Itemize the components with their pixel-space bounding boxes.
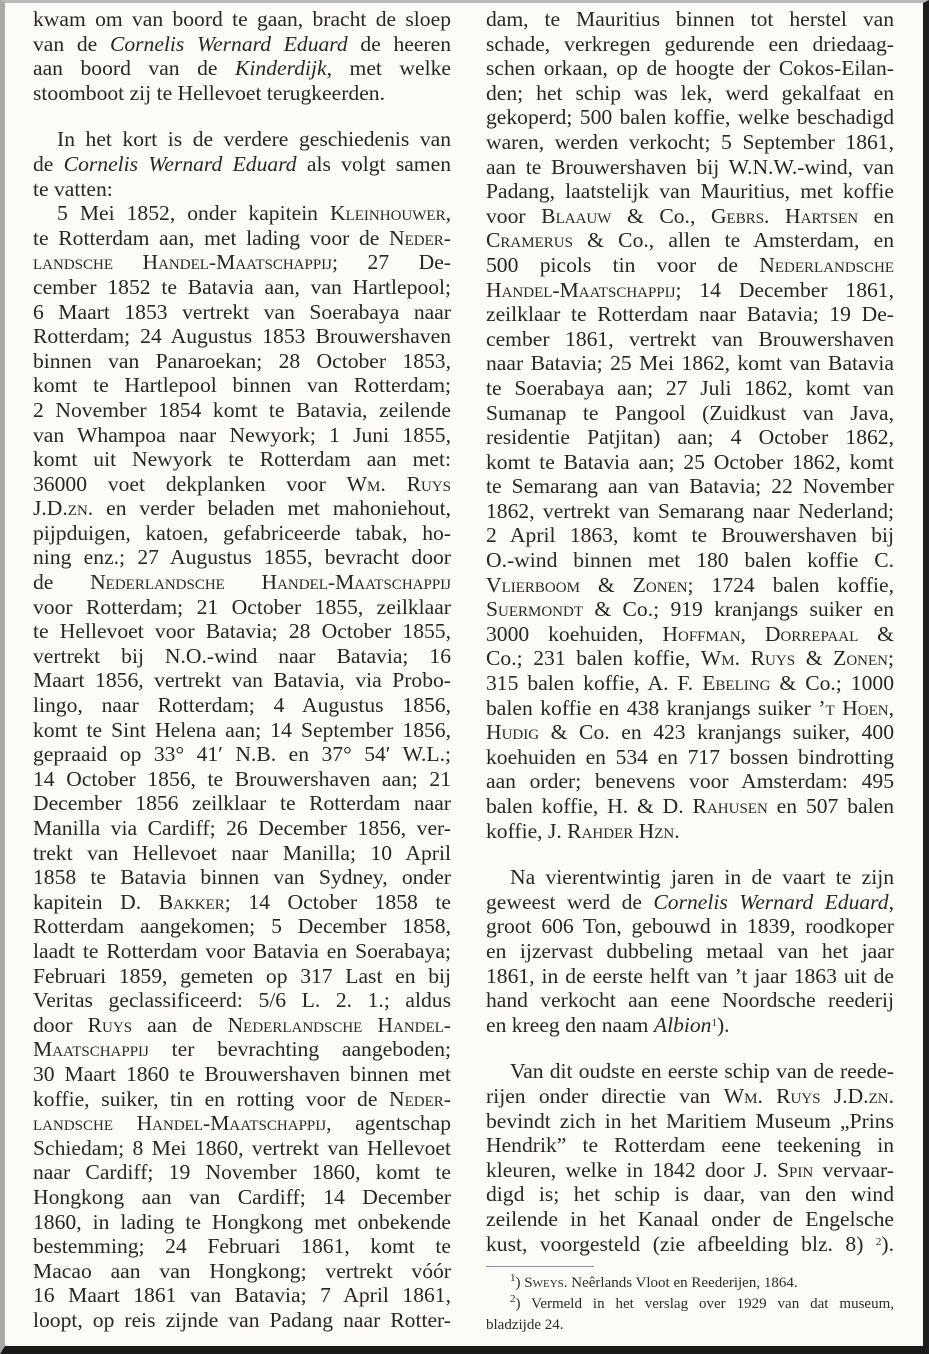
- text-line: [486, 646, 894, 671]
- text-run: ter bevrachting aangeboden;: [148, 1037, 451, 1062]
- text-run: aan de: [132, 1012, 228, 1037]
- text-run: ): [515, 1275, 525, 1292]
- company-name: Gebrs. Hartsen: [710, 203, 859, 228]
- text-line: [33, 570, 451, 595]
- text-line: Macao aan van Hongkong; vertrekt vóór: [33, 1258, 451, 1283]
- text-run: voor: [486, 203, 542, 228]
- company-name: Rahder Hzn.: [567, 818, 680, 843]
- text-line: Sumanap te Pangool (Zuidkust van Java,: [486, 400, 894, 425]
- text-run: aan boord van de: [33, 56, 236, 81]
- text-line: [486, 597, 894, 622]
- text-run: 5 Mei 1852, onder kapitein: [57, 201, 331, 226]
- text-line: [486, 1232, 894, 1257]
- text-line: [33, 32, 451, 57]
- text-run: ).: [716, 1012, 730, 1037]
- text-run: koffie, J.: [486, 818, 568, 843]
- text-run: ; 14 October 1858 te: [224, 889, 451, 914]
- company-name: Neder-: [389, 225, 451, 250]
- text-line: [33, 152, 451, 177]
- text-line: Rotterdam aangekomen; 5 December 1858,: [33, 914, 451, 939]
- text-run: als volgt samen: [296, 151, 451, 176]
- text-run: ,: [445, 201, 451, 226]
- footnote-marker: 2: [510, 1293, 516, 1306]
- text-line: Februari 1859, gemeten op 317 Last en bij: [33, 963, 451, 988]
- company-name: Nederlandsche Handel-Maatschappij: [90, 570, 451, 595]
- text-line: [33, 201, 451, 226]
- company-name: Wm. Ruys J.D.zn.: [723, 1083, 895, 1108]
- company-name: Ebeling: [702, 671, 771, 696]
- company-name: Blaauw: [541, 203, 612, 228]
- text-line: [33, 472, 451, 497]
- text-line: loopt, op reis zijnde van Padang naar Rotter-: [33, 1307, 451, 1332]
- text-line: [33, 56, 451, 81]
- text-line: den; het schip was lek, werd gekalfaat en: [486, 80, 894, 105]
- ship-name: Kinderdijk: [235, 56, 327, 81]
- ship-name: Albion: [653, 1012, 712, 1037]
- text-line: groot 606 Ton, gebouwd in 1839, roodkoper: [486, 914, 894, 939]
- company-name: Vlierboom & Zonen: [486, 572, 688, 597]
- text-line: [33, 496, 451, 521]
- text-run: ).: [881, 1231, 894, 1256]
- company-name: Handel-Maatschappij: [486, 277, 676, 302]
- company-name: Neder-: [389, 1086, 451, 1111]
- text-run: geweest werd de: [486, 889, 654, 914]
- text-run: ,: [888, 695, 894, 720]
- text-run: en kreeg den naam: [486, 1012, 654, 1037]
- text-run: & Co. en 423 kranjangs suiker, 400: [539, 720, 894, 745]
- text-line: te Semarang aan van Batavia; 22 November: [486, 474, 894, 499]
- text-line: 16 Maart 1861 van Batavia; 7 April 1861,: [33, 1283, 451, 1308]
- text-line: Van dit oudste en eerste schip van de reede-: [510, 1059, 894, 1084]
- company-name: Hudig: [486, 720, 540, 745]
- text-line: 1858 te Batavia binnen van Sydney, onder: [33, 865, 451, 890]
- text-line: [486, 573, 894, 598]
- text-line: koehuiden en 534 en 717 bossen bindrotting: [486, 744, 894, 769]
- text-run: Co.; 231 balen koffie,: [486, 646, 701, 671]
- company-name: landsche Handel-Maatschappij: [33, 1111, 327, 1136]
- text-run: koffie, suiker, tin en rotting voor de: [33, 1086, 390, 1111]
- text-line: van Whampoa naar Newyork; 1 Juni 1855,: [33, 422, 451, 447]
- text-line: en ijzervast dubbeling metaal van het jaar: [486, 938, 894, 963]
- text-run: en verder beladen met mahoniehout,: [93, 496, 451, 521]
- text-run: de heeren: [347, 31, 452, 56]
- text-line: [486, 204, 894, 229]
- footnote-2-continued: bladzijde 24.: [486, 1317, 564, 1334]
- text-line: [33, 250, 451, 275]
- text-run: de: [33, 570, 91, 595]
- text-line: [33, 1037, 451, 1062]
- text-line: 6 Maart 1853 vertrekt van Soerabaya naar: [33, 299, 451, 324]
- text-run: vervaar-: [813, 1157, 894, 1182]
- text-line: 30 Maart 1860 te Brouwershaven binnen met: [33, 1061, 451, 1086]
- text-line: voor Rotterdam; 21 October 1855, zeilklaar: [33, 594, 451, 619]
- text-run: ; 1724 balen koffie,: [687, 572, 895, 597]
- text-line: naar Batavia; 25 Mei 1862, komt van Batavia: [486, 351, 894, 376]
- ship-name: Cornelis Wernard Eduard: [653, 889, 889, 914]
- person-name: Kleinhouwer: [330, 201, 446, 226]
- footnote-1: [486, 1273, 894, 1294]
- text-line: binnen van Panaroekan; 28 October 1853,: [33, 348, 451, 373]
- text-line: Hendrik” te Rotterdam eene teekening in: [486, 1133, 894, 1158]
- text-line: O.-wind binnen met 180 balen koffie C.: [486, 548, 894, 573]
- text-line: Schiedam; 8 Mei 1860, vertrekt van Hellevoet: [33, 1135, 451, 1160]
- text-line: schade, verkregen gedurende een driedaag-: [486, 31, 894, 56]
- text-line: te Soerabaya aan; 27 Juli 1862, komt van: [486, 375, 894, 400]
- text-run: & Co., allen te Amsterdam, en: [572, 228, 894, 253]
- text-line: aan te Brouwershaven bij W.N.W.-wind, van: [486, 154, 894, 179]
- company-name: Hoffman, Dorrepaal: [662, 621, 859, 646]
- text-line: 2 April 1863, komt te Brouwershaven bij: [486, 523, 894, 548]
- company-name: Wm. Ruys: [346, 471, 451, 496]
- company-name: ’t Hoen: [818, 695, 889, 720]
- text-line: residentie Patjitan) aan; 4 October 1862,: [486, 425, 894, 450]
- text-line: December 1856 zeilklaar te Rotterdam naar: [33, 791, 451, 816]
- person-name: Spin: [777, 1157, 814, 1182]
- text-line: naar Cardiff; 19 November 1860, komt te: [33, 1160, 451, 1185]
- text-line: Na vierentwintig jaren in de vaart te zijn: [510, 865, 894, 890]
- paragraph-gap: [486, 1037, 894, 1059]
- text-run: ) Vermeld in het verslag over 1929 van dat museum,: [515, 1296, 894, 1313]
- paragraph-gap: [486, 843, 894, 865]
- company-name: Rahusen: [692, 794, 768, 818]
- text-line: pijpduigen, katoen, gefabriceerde tabak, ho-: [33, 520, 451, 545]
- text-run: en: [858, 203, 895, 228]
- text-run: balen koffie, H. & D.: [486, 794, 693, 818]
- text-line: gepraaid op 33° 41′ N.B. en 37° 54′ W.L.;: [33, 742, 451, 767]
- text-line: [486, 228, 894, 253]
- text-run: , met welke: [326, 56, 451, 81]
- paragraph-gap: [33, 105, 451, 127]
- text-line: waren, werden verkocht; 5 September 1861,: [486, 129, 894, 154]
- text-line: [33, 1013, 451, 1038]
- text-line: In het kort is de verdere geschiedenis van: [57, 127, 451, 152]
- text-line: zeilende in het Kanaal onder de Engelsche: [486, 1206, 894, 1231]
- text-line: kwam om van boord te gaan, bracht de sloep: [33, 7, 451, 31]
- text-line: trekt van Hellevoet naar Manilla; 10 April: [33, 840, 451, 865]
- text-line: [486, 890, 894, 915]
- text-run: kust, voorgesteld (zie afbeelding blz. 8): [486, 1231, 876, 1256]
- text-run: kapitein D.: [33, 889, 159, 914]
- footnote-2: [486, 1294, 894, 1315]
- text-line: bestemming; 24 Februari 1861, komt te: [33, 1234, 451, 1259]
- text-line: 14 October 1856, te Brouwershaven aan; 21: [33, 766, 451, 791]
- ship-name: Cornelis Wernard Eduard: [63, 151, 297, 176]
- text-line: te Hellevoet voor Batavia; 28 October 1855,: [33, 619, 451, 644]
- text-run: , agentschap: [326, 1111, 451, 1136]
- text-line: [33, 226, 451, 251]
- company-name: Nederlandsche: [759, 252, 894, 277]
- text-line: vertrekt bij N.O.-wind naar Batavia; 16: [33, 643, 451, 668]
- text-line: 2 November 1854 komt te Batavia, zeilende: [33, 397, 451, 422]
- text-line: [486, 794, 894, 819]
- company-name: landsche Handel-Maatschappij: [33, 250, 333, 275]
- company-name: Wm. Ruys & Zonen: [700, 646, 888, 671]
- text-line: komt te Hartlepool binnen van Rotterdam;: [33, 373, 451, 398]
- text-line: ning enz.; 27 Augustus 1855, bevracht door: [33, 545, 451, 570]
- footnote-divider: [486, 1266, 594, 1267]
- person-name: Bakker: [158, 889, 225, 914]
- text-line: [486, 278, 894, 303]
- text-line: te vatten:: [33, 176, 113, 201]
- text-line: gekoperd; 500 balen koffie, welke beschadigd: [486, 105, 894, 130]
- text-line: [486, 671, 894, 696]
- text-run: ,: [888, 889, 894, 914]
- text-run: balen koffie en 438 kranjangs suiker: [486, 695, 819, 720]
- text-line: dam, te Mauritius binnen tot herstel van: [486, 7, 894, 31]
- text-run: ; 14 December 1861,: [675, 277, 894, 302]
- text-run: 3000 koehuiden,: [486, 621, 663, 646]
- text-run: door: [33, 1012, 88, 1037]
- company-name: Nederlandsche Handel-: [227, 1012, 451, 1037]
- company-name: Cramerus: [486, 228, 573, 253]
- text-line: cember 1861, vertrekt van Brouwershaven: [486, 326, 894, 351]
- text-line: [486, 622, 894, 647]
- text-run: ; 27 De-: [332, 250, 451, 275]
- text-run: & Co.,: [611, 203, 711, 228]
- text-line: aan order; benevens voor Amsterdam: 495: [486, 769, 894, 794]
- text-line: [33, 1087, 451, 1112]
- right-column: [486, 7, 894, 1336]
- text-run: &: [858, 621, 894, 646]
- text-line: cember 1852 te Batavia aan, van Hartlepool;: [33, 274, 451, 299]
- text-run: ;: [888, 646, 894, 671]
- text-run: 36000 voet dekplanken voor: [33, 471, 347, 496]
- text-line: [486, 253, 894, 278]
- text-line: digd is; het schip is daar, van den wind: [486, 1182, 894, 1207]
- text-line: Veritas geclassificeerd: 5/6 L. 2. 1.; aldus: [33, 988, 451, 1013]
- text-line: [486, 1084, 894, 1109]
- text-line: schen orkaan, op de hoogte der Cokos-Eilan-: [486, 56, 894, 81]
- text-run: 500 picols tin voor de: [486, 252, 760, 277]
- text-run: en 507 balen: [767, 794, 894, 818]
- text-run: & Co.; 1000: [770, 671, 894, 696]
- text-line: 1862, vertrekt van Semarang naar Nederland;: [486, 498, 894, 523]
- text-line: [486, 720, 894, 745]
- text-line: Maart 1856, vertrekt van Batavia, via Probo-: [33, 668, 451, 693]
- text-run: . Neêrlands Vloot en Reederijen, 1864.: [563, 1275, 798, 1292]
- text-run: te Rotterdam aan, met lading voor de: [33, 225, 390, 250]
- text-line: [33, 1111, 451, 1136]
- text-line: [486, 696, 894, 721]
- text-line: [486, 819, 894, 844]
- text-run: van de: [33, 31, 110, 56]
- text-line: 1860, in lading te Hongkong met onbekende: [33, 1209, 451, 1234]
- text-line: komt te Batavia aan; 25 October 1862, komt: [486, 449, 894, 474]
- text-line: Rotterdam; 24 Augustus 1853 Brouwershaven: [33, 324, 451, 349]
- text-run: de: [33, 151, 64, 176]
- text-run: & Co.; 919 kranjangs suiker en: [583, 597, 894, 622]
- text-line: [486, 1013, 894, 1038]
- text-line: komt uit Newyork te Rotterdam aan met:: [33, 447, 451, 472]
- text-line: laadt te Rotterdam voor Batavia en Soerabaya;: [33, 938, 451, 963]
- left-column: [33, 7, 451, 1332]
- text-run: 315 balen koffie, A. F.: [486, 671, 703, 696]
- footnote-ref[interactable]: 2: [875, 1235, 882, 1248]
- text-line: zeilklaar te Rotterdam naar Batavia; 19 De-: [486, 302, 894, 327]
- text-line: hand verkocht aan eene Noordsche reederij: [486, 988, 894, 1013]
- ship-name: Cornelis Wernard Eduard: [109, 31, 348, 56]
- text-run: kleuren, welke in 1842 door J.: [486, 1157, 777, 1182]
- person-name: Ruys: [87, 1012, 133, 1037]
- text-line: komt te Sint Helena aan; 14 September 1856,: [33, 717, 451, 742]
- author-name: Sweys: [524, 1275, 564, 1292]
- text-line: Padang, laatstelijk van Mauritius, met koffie: [486, 179, 894, 204]
- company-name: Suermondt: [486, 597, 584, 622]
- text-line: Manilla via Cardiff; 26 December 1856, ver-: [33, 816, 451, 840]
- footnote-ref[interactable]: 1: [711, 1016, 717, 1029]
- text-line: [33, 890, 451, 915]
- text-line: Hongkong aan van Cardiff; 14 December: [33, 1184, 451, 1209]
- text-line: bevindt zich in het Maritiem Museum „Prins: [486, 1108, 894, 1133]
- company-name: J.D.zn.: [33, 496, 94, 521]
- footnote-marker: 1: [510, 1272, 516, 1285]
- text-line: lingo, naar Rotterdam; 4 Augustus 1856,: [33, 693, 451, 718]
- text-run: rijen onder directie van: [486, 1083, 724, 1108]
- text-line: 1861, in de eerste helft van ’t jaar 1863 uit de: [486, 963, 894, 988]
- text-line: [486, 1158, 894, 1183]
- company-name: Maatschappij: [33, 1037, 149, 1062]
- text-line: stoomboot zij te Hellevoet terugkeerden.: [33, 80, 385, 105]
